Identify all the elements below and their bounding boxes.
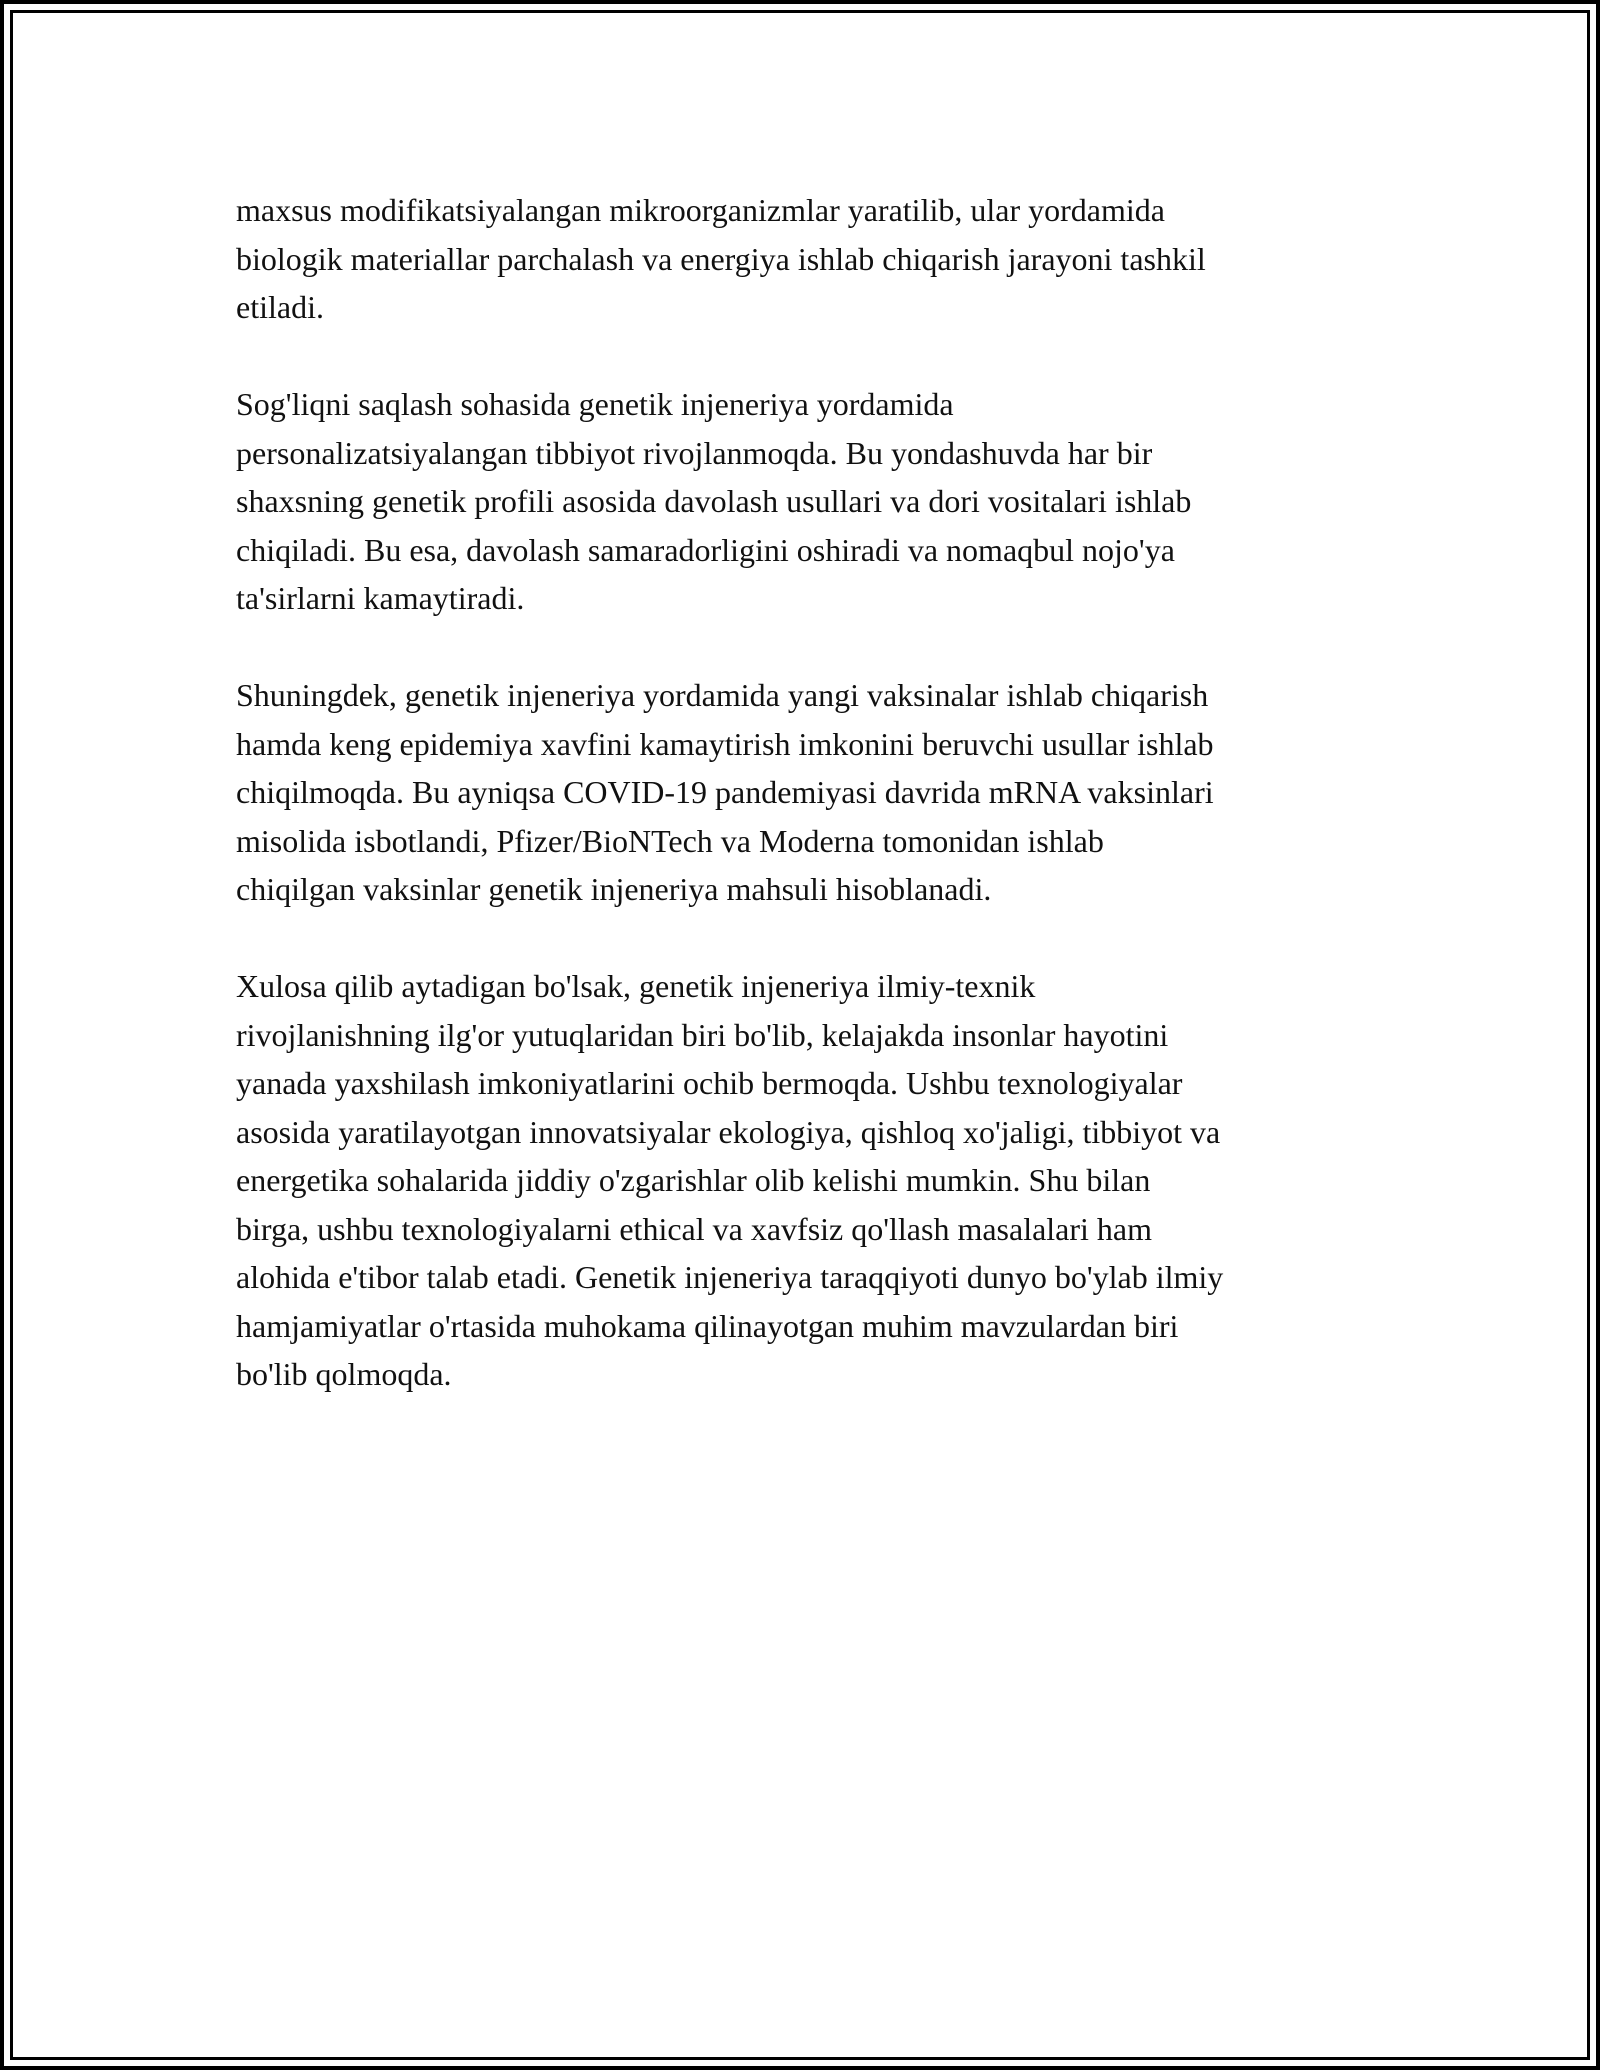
document-body xyxy=(236,186,1396,1447)
text-line: yanada yaxshilash imkoniyatlarini ochib bermoqda. Ushbu texnologiyalar xyxy=(236,1065,1183,1101)
text-line: asosida yaratilayotgan innovatsiyalar ekologiya, qishloq xo'jaligi, tibbiyot va xyxy=(236,1113,1221,1150)
text-line: chiqilgan vaksinlar genetik injeneriya mahsuli hisoblanadi. xyxy=(236,871,992,907)
paragraph xyxy=(236,186,1396,332)
paragraph xyxy=(236,962,1396,1399)
text-line: alohida e'tibor talab etadi. Genetik injeneriya taraqqiyoti dunyo bo'ylab ilmiy xyxy=(236,1259,1224,1295)
text-line: chiqiladi. Bu esa, davolash samaradorligini oshiradi va nomaqbul nojo'ya xyxy=(236,531,1175,568)
paragraph xyxy=(236,671,1396,914)
text-line: chiqilmoqda. Bu ayniqsa COVID-19 pandemiyasi davrida mRNA vaksinlari xyxy=(236,774,1214,810)
text-line: shaxsning genetik profili asosida davolash usullari va dori vositalari ishlab xyxy=(236,483,1192,519)
text-line: ta'sirlarni kamaytiradi. xyxy=(236,580,525,616)
text-line: Sog'liqni saqlash sohasida genetik injeneriya yordamida xyxy=(236,386,954,422)
text-line: misolida isbotlandi, Pfizer/BioNTech va Moderna tomonidan ishlab xyxy=(236,822,1104,859)
text-line: Shuningdek, genetik injeneriya yordamida yangi vaksinalar ishlab chiqarish xyxy=(236,677,1209,713)
text-line: hamda keng epidemiya xavfini kamaytirish imkonini beruvchi usullar ishlab xyxy=(236,725,1214,762)
text-line: energetika sohalarida jiddiy o'zgarishlar olib kelishi mumkin. Shu bilan xyxy=(236,1162,1151,1198)
paragraph xyxy=(236,380,1396,623)
text-line: Xulosa qilib aytadigan bo'lsak, genetik injeneriya ilmiy-texnik xyxy=(236,968,1036,1004)
text-line: hamjamiyatlar o'rtasida muhokama qilinayotgan muhim mavzulardan biri xyxy=(236,1307,1179,1344)
text-line: rivojlanishning ilg'or yutuqlaridan biri bo'lib, kelajakda insonlar hayotini xyxy=(236,1016,1169,1053)
text-line: bo'lib qolmoqda. xyxy=(236,1356,452,1392)
text-line: etiladi. xyxy=(236,289,324,325)
text-line: biologik materiallar parchalash va energiya ishlab chiqarish jarayoni tashkil xyxy=(236,240,1206,277)
text-line: birga, ushbu texnologiyalarni ethical va xavfsiz qo'llash masalalari ham xyxy=(236,1210,1153,1247)
text-line: maxsus modifikatsiyalangan mikroorganizmlar yaratilib, ular yordamida xyxy=(236,192,1165,228)
text-line: personalizatsiyalangan tibbiyot rivojlanmoqda. Bu yondashuvda har bir xyxy=(236,434,1153,471)
